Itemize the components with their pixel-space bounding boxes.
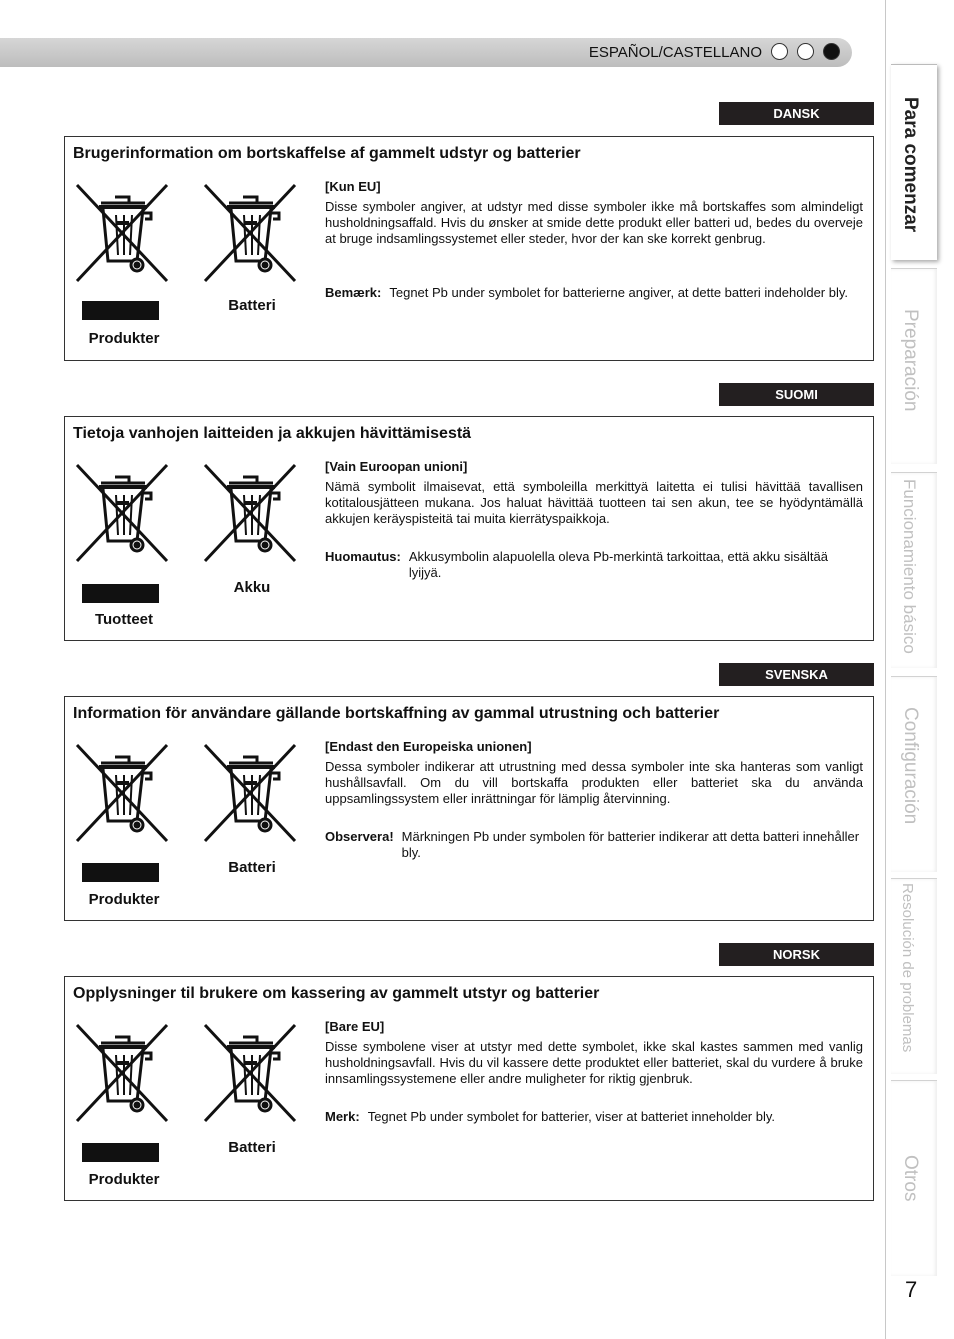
region-label: [Vain Euroopan unioni] <box>325 459 468 474</box>
tab-funcionamiento-basico[interactable]: Funcionamiento básico <box>891 472 937 668</box>
note <box>325 285 863 301</box>
note-text: Tegnet Pb under symbolet for batterier, viser at batteriet inneholder bly. <box>367 1109 776 1124</box>
page-indicator-dot-3 <box>823 43 840 60</box>
header-bar <box>0 38 852 67</box>
section-suomi <box>64 416 874 641</box>
tab-preparacion[interactable]: Preparación <box>891 268 937 464</box>
section-title: Tietoja vanhojen laitteiden ja akkujen hävittämisestä <box>73 425 472 442</box>
tab-otros[interactable]: Otros <box>891 1080 937 1276</box>
crossed-bin-icon <box>199 461 299 563</box>
section-title: Information för användare gällande bortskaffning av gammal utrustning och batterier <box>73 705 720 722</box>
description-text: Dessa symboler indikerar att utrustning med dessa symboler inte ska hanteras som vanligt hushållsavfall. Om du vill bortskaffa produkten eller batteriet ska du använda uppsamlingssystem eller inrättningar för lämplig återvinning. <box>325 759 863 806</box>
crossed-bin-icon <box>71 461 171 563</box>
note-text: Tegnet Pb under symbolet for batterierne angiver, at dette batteri indeholder bly. <box>389 285 849 300</box>
crossed-bin-icon <box>71 1021 171 1123</box>
tab-para-comenzar[interactable]: Para comenzar <box>891 64 937 260</box>
section-title: Brugerinformation om bortskaffelse af gammelt udstyr og batterier <box>73 145 581 162</box>
note <box>325 829 863 861</box>
region-label: [Kun EU] <box>325 179 381 194</box>
page-number: 7 <box>905 1277 918 1302</box>
crossed-bin-icon <box>199 181 299 283</box>
crossed-bin-icon <box>199 741 299 843</box>
crossed-bin-icon <box>199 1021 299 1123</box>
section-dansk <box>64 136 874 361</box>
product-marker-bar <box>82 863 159 882</box>
header-language: ESPAÑOL/CASTELLANO <box>588 44 762 61</box>
language-label-norsk: NORSK <box>719 943 874 966</box>
description-text: Disse symbolene viser at utstyr med dette symbolet, ikke skal kastes sammen med vanlig husholdningsavfall. Hvis du vil kassere dette produktet eller batteriet, skal du vurdere å bruke innsamlingssystemene eller andre muligheter for riktig gjenbruk. <box>325 1039 863 1086</box>
note <box>325 549 863 581</box>
description-text: Nämä symbolit ilmaisevat, että symboleilla merkittyä laitetta ei tulisi hävittää tavallisen kotitalousjätteen mukana. Jos haluat hävittää tuotteen tai sen akun, tee se hyödyntämällä akkujen keräyspisteitä tai muita kierrätyspaikkoja. <box>325 479 863 526</box>
note-text: Märkningen Pb under symbolen för batterier indikerar att detta batteri innehåller bly. <box>401 829 860 860</box>
region-label: [Bare EU] <box>325 1019 385 1034</box>
language-label-suomi: SUOMI <box>719 383 874 406</box>
products-label: Produkter <box>88 1171 160 1188</box>
battery-label: Batteri <box>228 1139 276 1156</box>
product-marker-bar <box>82 584 159 603</box>
products-label: Tuotteet <box>94 611 154 628</box>
page-indicator-dot-2 <box>797 43 814 60</box>
crossed-bin-icon <box>71 181 171 283</box>
battery-label: Batteri <box>228 297 276 314</box>
products-label: Produkter <box>88 330 160 347</box>
battery-label: Akku <box>233 579 271 596</box>
note <box>325 1109 863 1125</box>
product-marker-bar <box>82 1143 159 1162</box>
language-label-svenska: SVENSKA <box>719 663 874 686</box>
tab-configuracion[interactable]: Configuración <box>891 676 937 872</box>
note-label: Observera! <box>325 829 394 844</box>
page-indicator-dot-1 <box>771 43 788 60</box>
note-text: Akkusymbolin alapuolella oleva Pb-merkintä tarkoittaa, että akku sisältää lyijyä. <box>408 549 828 580</box>
battery-label: Batteri <box>228 859 276 876</box>
section-title: Opplysninger til brukere om kassering av gammelt utstyr og batterier <box>73 985 600 1002</box>
tab-resolucion-de-problemas[interactable]: Resolución de problemas <box>891 878 937 1074</box>
section-svenska <box>64 696 874 921</box>
language-label-dansk: DANSK <box>719 102 874 125</box>
sidebar-tabs <box>885 0 954 1339</box>
note-label: Bemærk: <box>325 285 382 300</box>
description-text: Disse symboler angiver, at udstyr med disse symboler ikke må bortskaffes som almindeligt husholdningsaffald. Hvis du ønsker at smide dette produkt eller batteri ud, bedes du overveje at bruge indsamlingssystemet eller steder, hvor der kan ske korrekt genbrug. <box>325 199 863 246</box>
product-marker-bar <box>82 301 159 320</box>
note-label: Merk: <box>325 1109 360 1124</box>
products-label: Produkter <box>88 891 160 908</box>
region-label: [Endast den Europeiska unionen] <box>325 739 532 754</box>
crossed-bin-icon <box>71 741 171 843</box>
note-label: Huomautus: <box>325 549 401 564</box>
section-norsk <box>64 976 874 1201</box>
